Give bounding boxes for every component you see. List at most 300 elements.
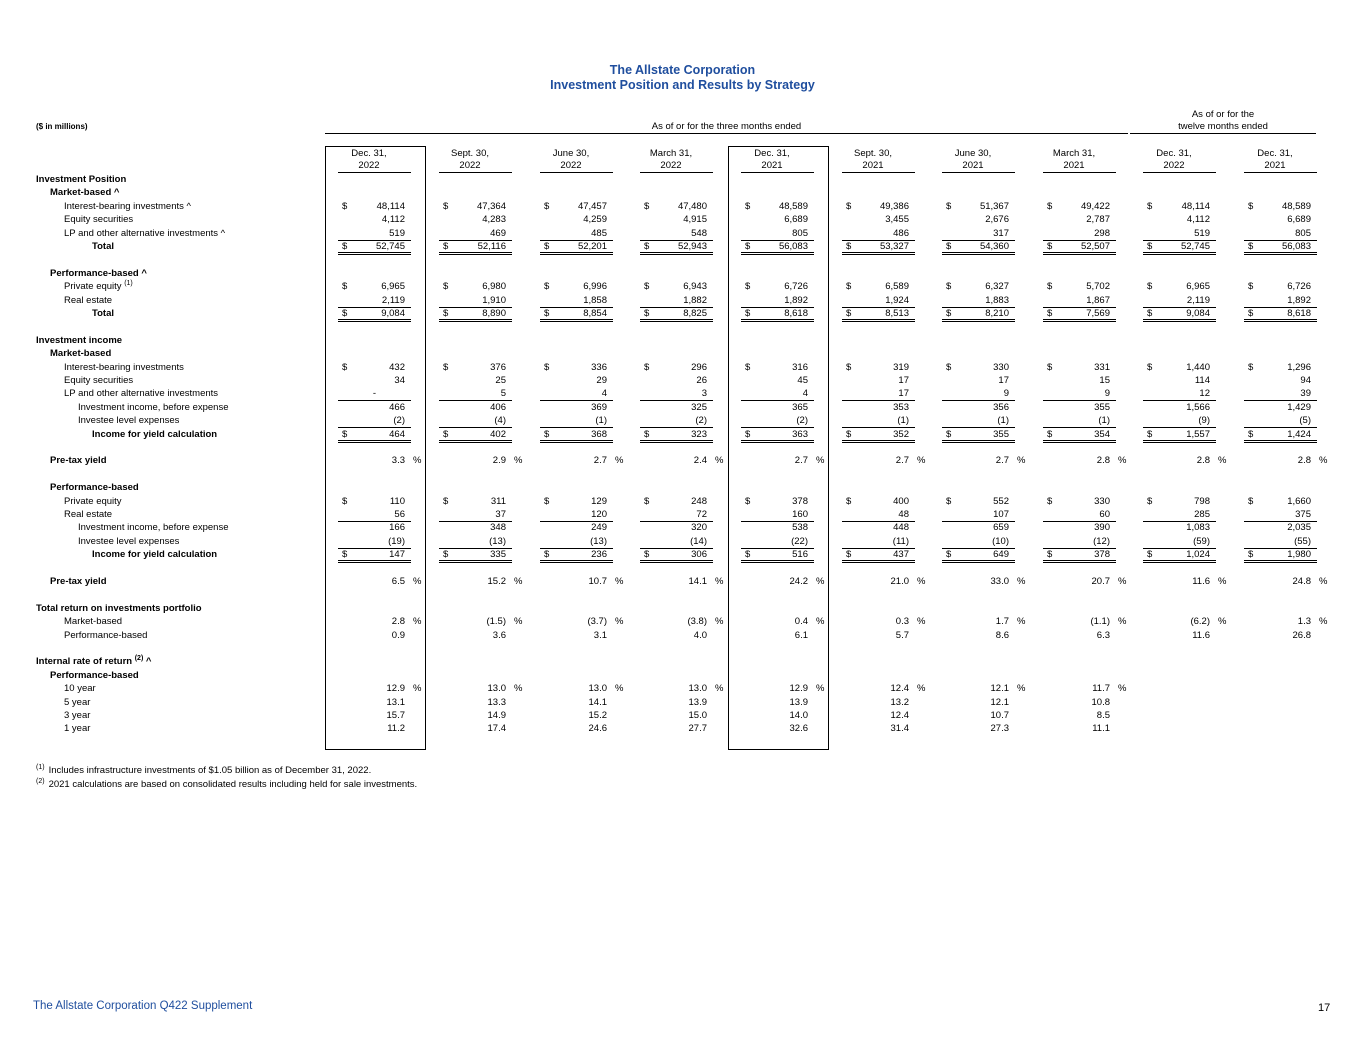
cell-value: 316	[792, 362, 808, 373]
cell-value: 464	[389, 429, 405, 440]
cell-double-underline	[1143, 252, 1216, 255]
cell-value: 17	[898, 388, 909, 399]
cell-double-underline	[1244, 440, 1317, 443]
cell-underline	[942, 400, 1015, 401]
column-header-rule	[1143, 172, 1216, 173]
percent-sign: %	[917, 616, 926, 627]
cell-value: 2,676	[985, 214, 1009, 225]
row-label-text: Total	[92, 241, 114, 252]
dollar-sign: $	[946, 241, 952, 252]
cell-value: 4,112	[1186, 214, 1210, 225]
cell-value: (59)	[1193, 536, 1210, 547]
cell-double-underline	[640, 560, 713, 563]
cell-value: 2.8	[1196, 455, 1210, 466]
dollar-sign: $	[946, 308, 952, 319]
caret-marker: ^	[138, 268, 147, 279]
column-header-period: Sept. 30,	[853, 148, 893, 159]
cell-double-underline	[741, 560, 814, 563]
row-label	[64, 362, 184, 374]
cell-double-underline	[540, 440, 613, 443]
cell-value: 448	[893, 522, 909, 533]
column-header-year: 2021	[761, 160, 783, 171]
cell-value: 15.2	[588, 710, 607, 721]
dollar-sign: $	[443, 241, 449, 252]
cell-value: 355	[993, 429, 1009, 440]
cell-double-underline	[1244, 319, 1317, 322]
cell-value: 1,024	[1186, 549, 1210, 560]
cell-value: (5)	[1299, 415, 1311, 426]
dollar-sign: $	[846, 201, 852, 212]
cell-value: (2)	[695, 415, 707, 426]
cell-value: 8,618	[784, 308, 808, 319]
cell-value: 437	[893, 549, 909, 560]
cell-underline	[1043, 400, 1116, 401]
dollar-sign: $	[644, 201, 650, 212]
column-header-rule	[1043, 172, 1116, 173]
cell-double-underline	[540, 252, 613, 255]
cell-underline	[439, 427, 512, 428]
dollar-sign: $	[1147, 308, 1153, 319]
cell-value: (1.1)	[1090, 616, 1110, 627]
cell-value: 11.6	[1192, 630, 1210, 641]
row-label-text: Total return on investments portfolio	[36, 603, 202, 614]
cell-value: (11)	[892, 536, 909, 547]
cell-value: 323	[691, 429, 707, 440]
percent-sign: %	[413, 455, 422, 466]
row-label-text: Investment income	[36, 335, 123, 346]
cell-value: 1.7	[995, 616, 1009, 627]
cell-value: (1)	[997, 415, 1009, 426]
dollar-sign: $	[544, 281, 550, 292]
cell-value: 52,201	[577, 241, 607, 252]
row-label-text: Equity securities	[64, 375, 134, 386]
cell-value: 2.4	[693, 455, 707, 466]
row-label	[36, 174, 126, 186]
row-label-text: Real estate	[64, 509, 113, 520]
dollar-sign: $	[846, 549, 852, 560]
cell-double-underline	[1244, 560, 1317, 563]
cell-value: 10.8	[1091, 697, 1110, 708]
cell-value: (3.7)	[587, 616, 607, 627]
percent-sign: %	[715, 576, 724, 587]
row-label-text: LP and other alternative investments	[64, 228, 219, 239]
percent-sign: %	[1017, 616, 1026, 627]
cell-value: 52,507	[1080, 241, 1110, 252]
cell-value: 25	[495, 375, 506, 386]
cell-value: (9)	[1198, 415, 1210, 426]
cell-value: 1,980	[1287, 549, 1311, 560]
row-label	[50, 455, 107, 467]
column-header	[427, 148, 513, 172]
dollar-sign: $	[342, 201, 348, 212]
cell-double-underline	[842, 319, 915, 322]
dollar-sign: $	[1248, 496, 1254, 507]
cell-value: (6.2)	[1190, 616, 1210, 627]
cell-value: 368	[591, 429, 607, 440]
percent-sign: %	[413, 683, 422, 694]
cell-value: 369	[591, 402, 607, 413]
cell-value: 649	[993, 549, 1009, 560]
percent-sign: %	[615, 683, 624, 694]
cell-double-underline	[942, 252, 1015, 255]
cell-double-underline	[338, 440, 411, 443]
cell-value: 1,867	[1086, 295, 1110, 306]
cell-underline	[640, 427, 713, 428]
cell-value: 49,386	[879, 201, 909, 212]
cell-double-underline	[1143, 560, 1216, 563]
dollar-sign: $	[745, 362, 751, 373]
cell-value: (4)	[494, 415, 506, 426]
cell-value: 147	[389, 549, 405, 560]
cell-value: 13.3	[487, 697, 506, 708]
row-label-text: Real estate	[64, 295, 113, 306]
column-header-period: Dec. 31,	[1156, 148, 1192, 159]
dollar-sign: $	[644, 496, 650, 507]
row-label	[50, 482, 139, 494]
cell-value: 1,892	[784, 295, 808, 306]
cell-value: 1,557	[1186, 429, 1210, 440]
cell-value: 10.7	[990, 710, 1009, 721]
dollar-sign: $	[342, 549, 348, 560]
cell-double-underline	[439, 252, 512, 255]
cell-value: 120	[591, 509, 607, 520]
dollar-sign: $	[644, 241, 650, 252]
cell-value: 0.9	[391, 630, 405, 641]
row-label-text: Investee level expenses	[78, 536, 180, 547]
dollar-sign: $	[342, 429, 348, 440]
cell-value: 330	[1094, 496, 1110, 507]
cell-value: 2.8	[1297, 455, 1311, 466]
column-header-period: Dec. 31,	[754, 148, 790, 159]
cell-value: 52,943	[677, 241, 707, 252]
row-label	[92, 549, 217, 561]
cell-value: 6,726	[784, 281, 808, 292]
cell-value: 6,965	[1186, 281, 1210, 292]
cell-value: 3.3	[391, 455, 405, 466]
column-header-period: Dec. 31,	[1257, 148, 1293, 159]
page-subtitle: Investment Position and Results by Strategy	[550, 78, 815, 92]
row-label-text: LP and other alternative investments	[64, 388, 219, 399]
row-label-text: 3 year	[64, 710, 91, 721]
cell-value: 12.1	[990, 683, 1009, 694]
cell-value: 26.8	[1292, 630, 1311, 641]
cell-value: 355	[1094, 402, 1110, 413]
percent-sign: %	[816, 576, 825, 587]
cell-value: 2.7	[593, 455, 607, 466]
cell-value: 9,084	[1186, 308, 1210, 319]
cell-value: 12.1	[990, 697, 1009, 708]
cell-value: 52,116	[477, 241, 506, 252]
column-header	[830, 148, 916, 172]
cell-double-underline	[1043, 440, 1116, 443]
row-label	[64, 295, 112, 307]
cell-value: 15.0	[688, 710, 707, 721]
cell-value: 56	[394, 509, 405, 520]
dollar-sign: $	[644, 281, 650, 292]
cell-value: 29	[596, 375, 607, 386]
dollar-sign: $	[1047, 201, 1053, 212]
dollar-sign: $	[1047, 429, 1053, 440]
column-header	[1131, 148, 1217, 172]
percent-sign: %	[615, 576, 624, 587]
column-header-period: Sept. 30,	[450, 148, 490, 159]
cell-value: 2.7	[995, 455, 1009, 466]
cell-value: 249	[591, 522, 607, 533]
cell-value: 9,084	[381, 308, 405, 319]
cell-value: 11.1	[1092, 723, 1110, 734]
cell-value: 2.7	[794, 455, 808, 466]
three-months-header: As of or for the three months ended	[651, 121, 802, 132]
cell-value: (22)	[791, 536, 808, 547]
dollar-sign: $	[745, 281, 751, 292]
cell-value: 1,882	[683, 295, 707, 306]
dollar-sign: $	[1147, 362, 1153, 373]
cell-value: 48,589	[1281, 201, 1311, 212]
column-header-period: June 30,	[552, 148, 590, 159]
cell-value: 2.7	[895, 455, 909, 466]
cell-value: 6,980	[482, 281, 506, 292]
cell-value: 1,440	[1186, 362, 1210, 373]
dollar-sign: $	[644, 308, 650, 319]
cell-value: 1,424	[1287, 429, 1311, 440]
dollar-sign: $	[946, 281, 952, 292]
row-label-text: 1 year	[64, 723, 91, 734]
row-label	[64, 214, 133, 226]
column-header-year: 2021	[862, 160, 884, 171]
column-header-year: 2021	[962, 160, 984, 171]
cell-value: 330	[993, 362, 1009, 373]
cell-underline	[1043, 427, 1116, 428]
cell-value: 548	[691, 228, 707, 239]
footnote-reference: (1)	[124, 280, 133, 287]
cell-double-underline	[439, 319, 512, 322]
cell-value: 320	[691, 522, 707, 533]
cell-value: 4.0	[693, 630, 707, 641]
cell-value: 52,745	[375, 241, 405, 252]
cell-double-underline	[942, 560, 1015, 563]
dollar-sign: $	[342, 241, 348, 252]
column-header	[1232, 148, 1318, 172]
cell-value: 353	[893, 402, 909, 413]
dollar-sign: $	[745, 201, 751, 212]
cell-double-underline	[842, 560, 915, 563]
row-label	[64, 281, 133, 293]
cell-value: 390	[1094, 522, 1110, 533]
cell-value: 3.6	[492, 630, 506, 641]
cell-value: 432	[389, 362, 405, 373]
cell-underline	[741, 427, 814, 428]
row-label	[64, 388, 218, 400]
row-label-text: Interest-bearing investments	[64, 362, 184, 373]
percent-sign: %	[1319, 576, 1328, 587]
cell-value: 6,726	[1287, 281, 1311, 292]
cell-underline	[540, 427, 613, 428]
row-label	[64, 683, 96, 695]
column-header-rule	[942, 172, 1015, 173]
row-label-text: Performance-based	[50, 670, 139, 681]
cell-value: 519	[389, 228, 405, 239]
dollar-sign: $	[1147, 429, 1153, 440]
cell-value: 236	[591, 549, 607, 560]
cell-double-underline	[540, 319, 613, 322]
column-header-rule	[439, 172, 512, 173]
cell-double-underline	[942, 440, 1015, 443]
dollar-sign: $	[745, 308, 751, 319]
percent-sign: %	[1218, 576, 1227, 587]
cell-value: 12.4	[890, 710, 909, 721]
dollar-sign: $	[1047, 241, 1053, 252]
cell-value: 1.3	[1297, 616, 1311, 627]
cell-value: 6,965	[381, 281, 405, 292]
cell-value: 0.4	[794, 616, 808, 627]
percent-sign: %	[514, 576, 523, 587]
percent-sign: %	[514, 683, 523, 694]
cell-value: 27.7	[688, 723, 707, 734]
row-label	[50, 268, 147, 280]
cell-value: 160	[792, 509, 808, 520]
cell-value: 805	[1295, 228, 1311, 239]
dollar-sign: $	[544, 429, 550, 440]
cell-value: 13.0	[588, 683, 607, 694]
column-header-year: 2021	[1264, 160, 1286, 171]
cell-value: 486	[893, 228, 909, 239]
cell-value: 8.5	[1096, 710, 1110, 721]
cell-value: 60	[1099, 509, 1110, 520]
cell-value: 1,083	[1186, 522, 1210, 533]
percent-sign: %	[816, 455, 825, 466]
cell-value: (55)	[1294, 536, 1311, 547]
cell-value: 31.4	[890, 723, 909, 734]
cell-double-underline	[640, 319, 713, 322]
dollar-sign: $	[544, 241, 550, 252]
caret-marker: ^	[183, 201, 191, 212]
column-header-period: Dec. 31,	[351, 148, 387, 159]
cell-value: 400	[893, 496, 909, 507]
column-header-year: 2022	[459, 160, 481, 171]
cell-value: 376	[490, 362, 506, 373]
cell-value: 11.7	[1092, 683, 1110, 694]
column-header-year: 2022	[358, 160, 380, 171]
cell-value: 13.2	[890, 697, 909, 708]
cell-underline	[338, 427, 411, 428]
row-label	[78, 402, 229, 414]
dollar-sign: $	[544, 496, 550, 507]
percent-sign: %	[816, 616, 825, 627]
cell-value: 13.0	[688, 683, 707, 694]
percent-sign: %	[1017, 455, 1026, 466]
cell-value: (14)	[690, 536, 707, 547]
cell-value: 32.6	[789, 723, 808, 734]
dollar-sign: $	[342, 362, 348, 373]
cell-value: 3	[701, 388, 707, 399]
row-label	[50, 187, 119, 199]
cell-double-underline	[640, 252, 713, 255]
cell-value: 1,892	[1287, 295, 1311, 306]
row-label-text: Internal rate of return	[36, 656, 133, 667]
twelve-months-header-line1: As of or for the	[1191, 109, 1255, 120]
footer-supplement-title: The Allstate Corporation Q422 Supplement	[33, 1000, 253, 1012]
cell-value: 12.9	[386, 683, 405, 694]
dollar-sign: $	[1047, 549, 1053, 560]
cell-value: 5.7	[895, 630, 909, 641]
cell-value: 0.3	[895, 616, 909, 627]
row-label	[64, 496, 122, 508]
cell-value: 306	[691, 549, 707, 560]
cell-value: 15	[1099, 375, 1110, 386]
cell-value: -	[372, 388, 377, 399]
cell-value: 13.9	[688, 697, 707, 708]
cell-value: 9	[1003, 388, 1009, 399]
percent-sign: %	[1319, 616, 1328, 627]
cell-underline	[1143, 427, 1216, 428]
dollar-sign: $	[1248, 308, 1254, 319]
cell-value: 519	[1194, 228, 1210, 239]
row-label	[78, 522, 229, 534]
cell-value: 296	[691, 362, 707, 373]
cell-double-underline	[1043, 560, 1116, 563]
cell-value: 2,119	[381, 295, 405, 306]
cell-underline	[842, 427, 915, 428]
percent-sign: %	[816, 683, 825, 694]
cell-value: 12	[1199, 388, 1210, 399]
cell-value: 107	[993, 509, 1009, 520]
cell-value: 6.5	[391, 576, 405, 587]
cell-value: 2.8	[1096, 455, 1110, 466]
row-label	[64, 630, 147, 642]
column-header-year: 2022	[660, 160, 682, 171]
cell-value: 56,083	[1281, 241, 1311, 252]
footnote-mark: (2)	[36, 778, 45, 785]
cell-value: 469	[490, 228, 506, 239]
dollar-sign: $	[946, 362, 952, 373]
cell-value: 325	[691, 402, 707, 413]
cell-value: 352	[893, 429, 909, 440]
footnote-reference: (2)	[134, 655, 144, 662]
cell-value: 14.0	[789, 710, 808, 721]
cell-double-underline	[338, 252, 411, 255]
cell-double-underline	[1143, 319, 1216, 322]
dollar-sign: $	[342, 281, 348, 292]
cell-value: 12.9	[789, 683, 808, 694]
row-label	[78, 415, 179, 427]
percent-sign: %	[413, 576, 422, 587]
cell-value: 47,364	[476, 201, 506, 212]
dollar-sign: $	[846, 241, 852, 252]
footnote-text: 2021 calculations are based on consolidated results including held for sale investments.	[48, 779, 418, 790]
row-label	[64, 616, 122, 628]
row-label	[50, 348, 111, 360]
row-label-text: Investment income, before expense	[78, 402, 229, 413]
row-label-text: Private equity	[64, 496, 122, 507]
row-label-text: Total	[92, 308, 114, 319]
dollar-sign: $	[946, 549, 952, 560]
cell-value: 33.0	[990, 576, 1009, 587]
percent-sign: %	[514, 616, 523, 627]
cell-value: 114	[1194, 375, 1210, 386]
dollar-sign: $	[544, 362, 550, 373]
cell-value: 7,569	[1086, 308, 1110, 319]
row-label-text: Investment income, before expense	[78, 522, 229, 533]
cell-value: 336	[591, 362, 607, 373]
cell-value: 94	[1300, 375, 1311, 386]
cell-value: 1,429	[1287, 402, 1311, 413]
dollar-sign: $	[644, 429, 650, 440]
cell-value: 15.2	[487, 576, 506, 587]
cell-value: 48	[898, 509, 909, 520]
row-label	[92, 429, 217, 441]
cell-value: 2,787	[1086, 214, 1110, 225]
dollar-sign: $	[443, 549, 449, 560]
